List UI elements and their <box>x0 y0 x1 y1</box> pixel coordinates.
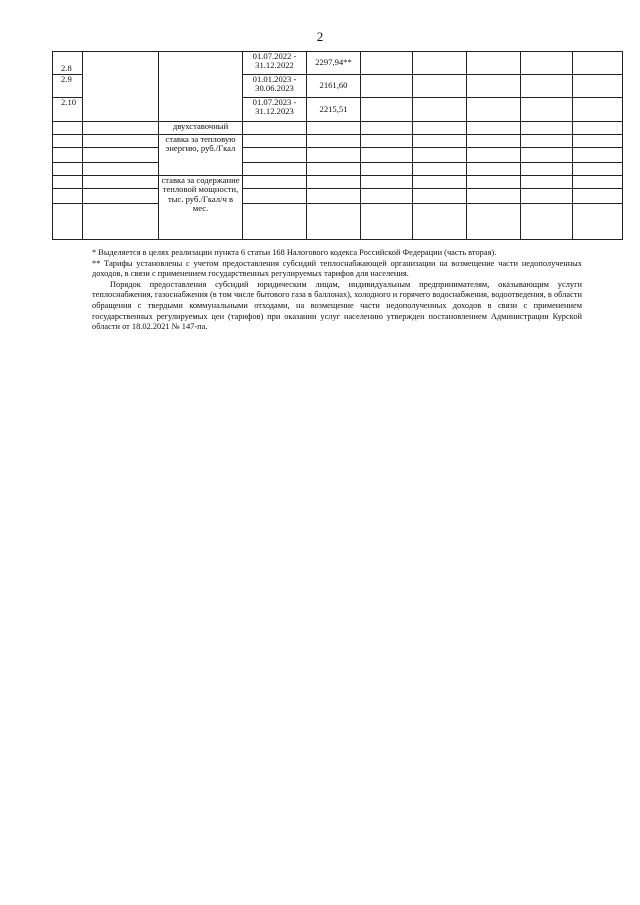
row-number: 2.8 <box>53 64 83 75</box>
value-cell: 2297,94** <box>307 52 361 75</box>
period-cell: 01.01.2023 - 30.06.2023 <box>243 75 307 98</box>
row-number: 2.9 <box>53 75 83 98</box>
table-row <box>53 52 623 64</box>
energy-rate-label: ставка за тепловую энергию, руб./Гкал <box>159 135 243 176</box>
period-cell: 01.07.2022 - 31.12.2022 <box>243 52 307 75</box>
table-cell <box>159 52 243 122</box>
table-row <box>53 176 623 189</box>
table-row <box>53 148 623 163</box>
table-row <box>53 122 623 135</box>
table-row <box>53 189 623 204</box>
tariff-table <box>52 51 623 240</box>
page-number: 2 <box>316 29 324 44</box>
footnotes <box>92 248 582 333</box>
period-cell: 01.07.2023 - 31.12.2023 <box>243 98 307 122</box>
footnote-1: * Выделяется в целях реализации пункта 6 статьи 168 Налогового кодекса Российской Федерации (часть вторая). <box>92 248 497 257</box>
table-row <box>53 163 623 176</box>
footnote-2: ** Тарифы установлены с учетом предоставления субсидий теплоснабжающей организации на возмещение части недополученных доходов, в связи с применением государственных регулируемых тарифов для населения. <box>92 258 582 279</box>
table-row <box>53 135 623 148</box>
value-cell: 2215,51 <box>307 98 361 122</box>
table-cell <box>83 52 159 122</box>
two-part-label: двухставочный <box>159 122 243 135</box>
capacity-rate-label: ставка за содержание тепловой мощности, тыс. руб./Гкал/ч в мес. <box>159 176 243 240</box>
value-cell: 2161,60 <box>307 75 361 98</box>
subsidy-paragraph: Порядок предоставления субсидий юридическим лицам, индивидуальным предпринимателям, оказывающим услуги теплоснабжения, газоснабжения (в том числе бытового газа в баллонах), холодного и горячего водоснабжения, водоотведения, в области обращения с твердыми коммунальными отходами, на возмещение части недополученных доходов в связи с применением государственных регулируемых цен (тарифов) при оказании услуг населению утвержден постановлением Администрации Курской области от 18.02.2021 № 147-па. <box>92 279 582 332</box>
table-row <box>53 204 623 240</box>
row-number: 2.10 <box>53 98 83 111</box>
